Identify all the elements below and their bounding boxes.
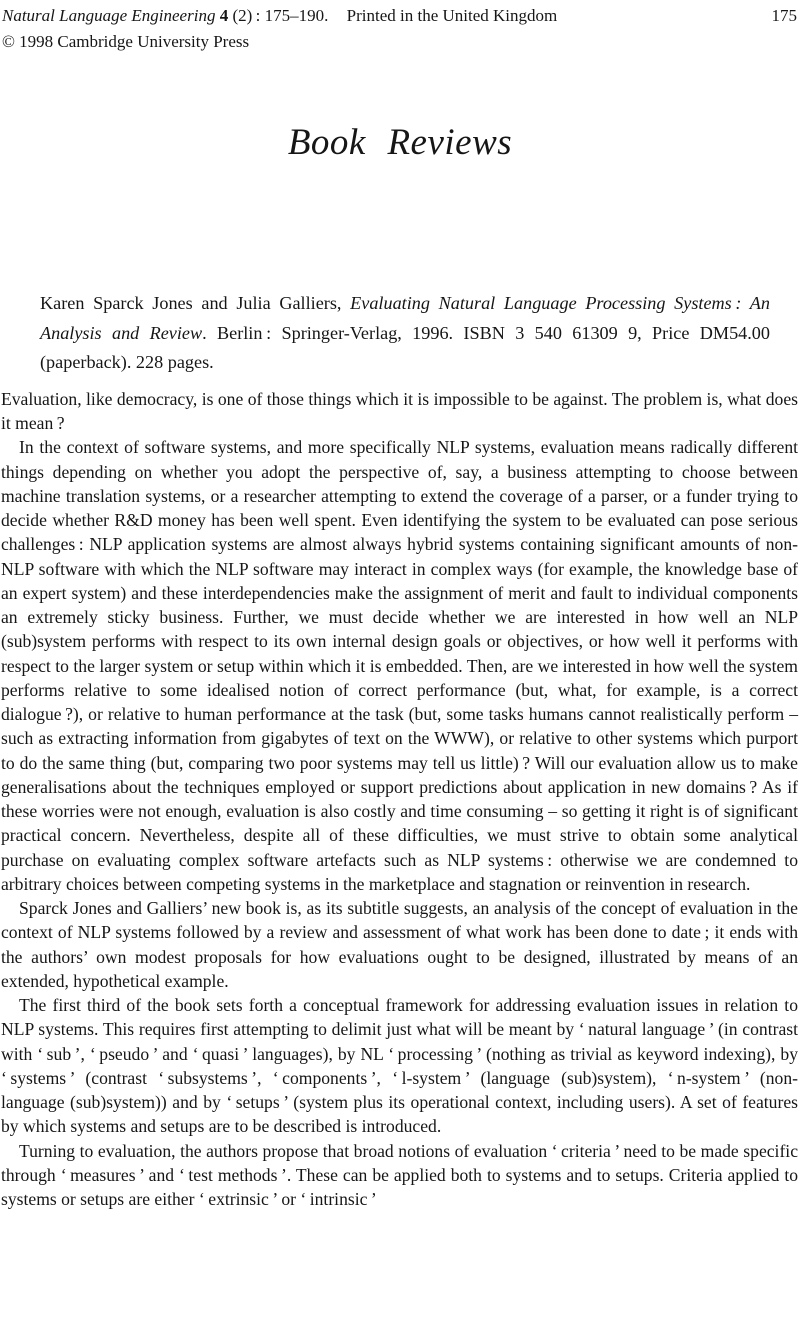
- printed-note: Printed in the United Kingdom: [346, 6, 558, 25]
- citation-authors: Karen Sparck Jones and Julia Galliers,: [40, 293, 351, 313]
- citation-book-title: Evaluating Natural Language Processing Systems : An Analysis and Review: [40, 293, 770, 343]
- paragraph-2: In the context of software systems, and more specifically NLP systems, evaluation means radically different things depending on whether you adopt the perspective of, say, a business attempting to choose between machine translation systems, or a researcher attempting to extend the coverage of a parser, or a funder trying to decide whether R&D money has been well spent. Even identifying the system to be evaluated can pose serious challenges : NLP application systems are almost always hybrid systems containing significant amounts of non-NLP software with which the NLP software may interact in complex ways (for example, the knowledge base of an expert system) and these interdependencies make the assignment of merit and fault to individual components an extremely sticky business. Further, we must decide whether we are interested in how well an NLP (sub)system performs with respect to its own internal design goals or objectives, or how well it performs with respect to the larger system or setup within which it is embedded. Then, are we interested in how well the system performs relative to some idealised notion of correct performance (but, what, for example, is a correct dialogue ?), or relative to human performance at the task (but, some tasks humans cannot realistically perform – such as extracting information from gigabytes of text on the WWW), or relative to other systems which purport to do the same thing (but, comparing two poor systems may tell us little) ? Will our evaluation allow us to make generalisations about the techniques employed or support predictions about application in new domains ? As if these worries were not enough, evaluation is also costly and time consuming – so getting it right is of significant practical concern. Nevertheless, despite all of these difficulties, we must strive to obtain some analytical purchase on evaluating complex software artefacts such as NLP systems : otherwise we are condemned to arbitrary choices between competing systems in the marketplace and stagnation or reinvention in research.: [1, 437, 798, 894]
- copyright-line: © 1998 Cambridge University Press: [2, 32, 250, 51]
- book-citation: [40, 289, 770, 378]
- paragraph-3: Sparck Jones and Galliers’ new book is, as its subtitle suggests, an analysis of the concept of evaluation in the context of NLP systems followed by a review and assessment of what work has been done to date ; it ends with the authors’ own modest proposals for how evaluations ought to be designed, illustrated by means of an extended, hypothetical example.: [1, 898, 798, 991]
- paragraph-4: The first third of the book sets forth a conceptual framework for addressing evaluation issues in relation to NLP systems. This requires first attempting to delimit just what will be meant by ‘ natural language ’ (in contrast with ‘ sub ’, ‘ pseudo ’ and ‘ quasi ’ languages), by NL ‘ processing ’ (nothing as trivial as keyword indexing), by ‘ systems ’ (contrast ‘ subsystems ’, ‘ components ’, ‘ l-system ’ (language (sub)system), ‘ n-system ’ (non-language (sub)system)) and by ‘ setups ’ (system plus its operational context, including users). A set of features by which systems and setups are to be described is introduced.: [1, 995, 798, 1137]
- journal-volume: 4: [219, 6, 229, 25]
- paragraph-1: Evaluation, like democracy, is one of those things which it is impossible to be against. The problem is, what does it mean ?: [1, 388, 798, 434]
- section-title: Book Reviews: [287, 122, 513, 163]
- journal-citation-line: [2, 3, 557, 29]
- page-number: 175: [771, 6, 797, 25]
- journal-name: Natural Language Engineering: [2, 6, 216, 25]
- journal-info: [2, 3, 557, 55]
- journal-issue-pages: (2) : 175–190.: [232, 6, 329, 25]
- review-body: [0, 387, 800, 1212]
- paragraph-5: Turning to evaluation, the authors propose that broad notions of evaluation ‘ criteria ’ need to be made specific through ‘ measures ’ and ‘ test methods ’. These can be applied both to systems and to setups. Criteria applied to systems or setups are either ‘ extrinsic ’ or ‘ intrinsic ’: [1, 1140, 798, 1210]
- citation-details: . Berlin : Springer-Verlag, 1996. ISBN 3 540 61309 9, Price DM54.00 (paperback). 228 pages.: [40, 322, 770, 373]
- running-head: [0, 0, 800, 55]
